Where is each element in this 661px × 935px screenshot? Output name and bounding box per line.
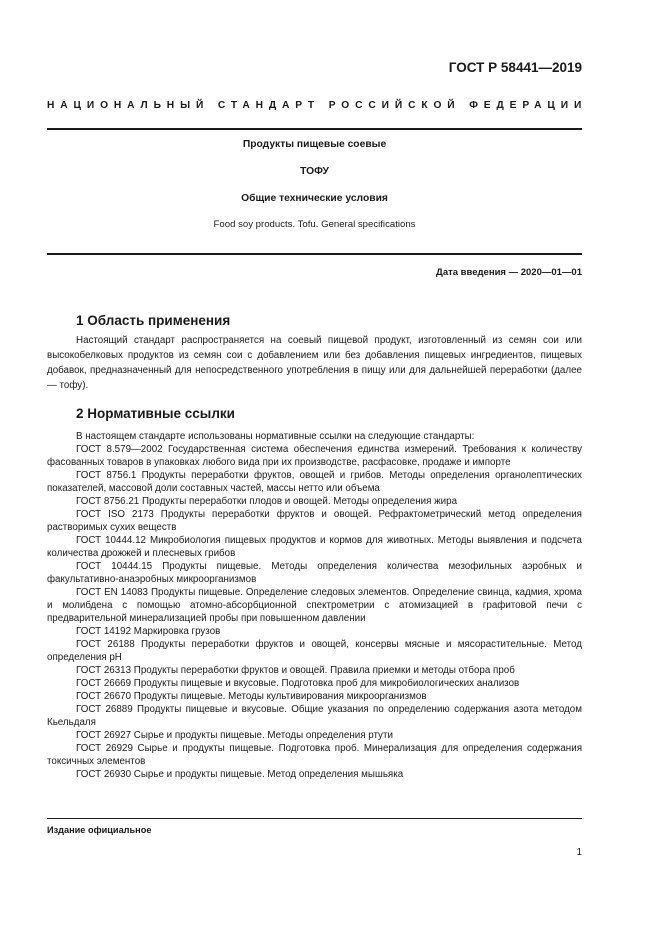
- reference-item: ГОСТ 26929 Сырье и продукты пищевые. Подготовка проб. Минерализация для определения содержания токсичных элементов: [47, 743, 582, 767]
- standard-title: НАЦИОНАЛЬНЫЙ СТАНДАРТ РОССИЙСКОЙ ФЕДЕРАЦИИ: [47, 100, 588, 111]
- page-number: 1: [576, 847, 582, 858]
- english-title: Food soy products. Tofu. General specifications: [213, 219, 416, 230]
- title-rule: [47, 253, 582, 255]
- reference-item: ГОСТ 8756.1 Продукты переработки фруктов, овощей и грибов. Методы определения органолептических показателей, массовой доли составных частей, массы нетто или объема: [47, 470, 582, 494]
- reference-item: ГОСТ 26188 Продукты переработки фруктов и овощей, консервы мясные и мясорастительные. Метод определения pH: [47, 639, 582, 663]
- official-edition-label: Издание официальное: [47, 825, 152, 835]
- reference-item: ГОСТ 10444.15 Продукты пищевые. Методы определения количества мезофильных аэробных и факультативно-анаэробных микроорганизмов: [47, 561, 582, 585]
- footer-rule: [47, 818, 582, 819]
- product-subtitle: Общие технические условия: [241, 193, 388, 204]
- reference-item: ГОСТ 26669 Продукты пищевые и вкусовые. Подготовка проб для микробиологических анализов: [76, 678, 520, 689]
- reference-item: ГОСТ 26670 Продукты пищевые. Методы культивирования микроорганизмов: [76, 691, 427, 702]
- section-1-heading: 1 Область применения: [76, 313, 231, 328]
- section-2-heading: 2 Нормативные ссылки: [76, 406, 235, 421]
- product-name: ТОФУ: [300, 166, 329, 177]
- reference-item: ГОСТ 26927 Сырье и продукты пищевые. Методы определения ртути: [76, 730, 393, 741]
- references-intro: В настоящем стандарте использованы нормативные ссылки на следующие стандарты:: [76, 431, 475, 442]
- document-code: ГОСТ Р 58441—2019: [448, 60, 582, 75]
- reference-item: ГОСТ ISO 2173 Продукты переработки фруктов и овощей. Рефрактометрический метод определения растворимых сухих веществ: [47, 509, 582, 533]
- reference-item: ГОСТ 14192 Маркировка грузов: [76, 626, 221, 637]
- reference-item: ГОСТ 26930 Сырье и продукты пищевые. Метод определения мышьяка: [76, 769, 404, 780]
- product-group: Продукты пищевые соевые: [242, 139, 387, 150]
- references-list: [47, 430, 582, 781]
- reference-item: ГОСТ 8.579—2002 Государственная система обеспечения единства измерений. Требования к количеству фасованных товаров в упаковках любого вида при их производстве, расфасовке, продаже и импорте: [47, 444, 582, 468]
- introduction-date: Дата введения — 2020—01—01: [436, 267, 582, 278]
- reference-item: ГОСТ EN 14083 Продукты пищевые. Определение следовых элементов. Определение свинца, кадмия, хрома и молибдена с помощью атомно-абсорбционной спектрометрии с атомизацией в графитовой печи с предварительной минерализацией пробы при повышенном давлении: [47, 587, 582, 624]
- reference-item: ГОСТ 26313 Продукты переработки фруктов и овощей. Правила приемки и методы отбора проб: [76, 665, 515, 676]
- section-1-text: Настоящий стандарт распространяется на соевый пищевой продукт, изготовленный из семян сои или высокобелковых продуктов из семян сои с добавлением или без добавления пищевых ингредиентов, пищевых добавок, предназначенный для непосредственного употребления в пищу или для дальнейшей переработки (далее — тофу).: [47, 335, 582, 392]
- reference-item: ГОСТ 10444.12 Микробиология пищевых продуктов и кормов для животных. Методы выявления и подсчета количества дрожжей и плесневых грибов: [47, 535, 582, 559]
- reference-item: ГОСТ 26889 Продукты пищевые и вкусовые. Общие указания по определению содержания азота методом Кьельдаля: [47, 704, 582, 728]
- reference-item: ГОСТ 8756.21 Продукты переработки плодов и овощей. Методы определения жира: [76, 496, 458, 507]
- header-rule: [47, 128, 582, 130]
